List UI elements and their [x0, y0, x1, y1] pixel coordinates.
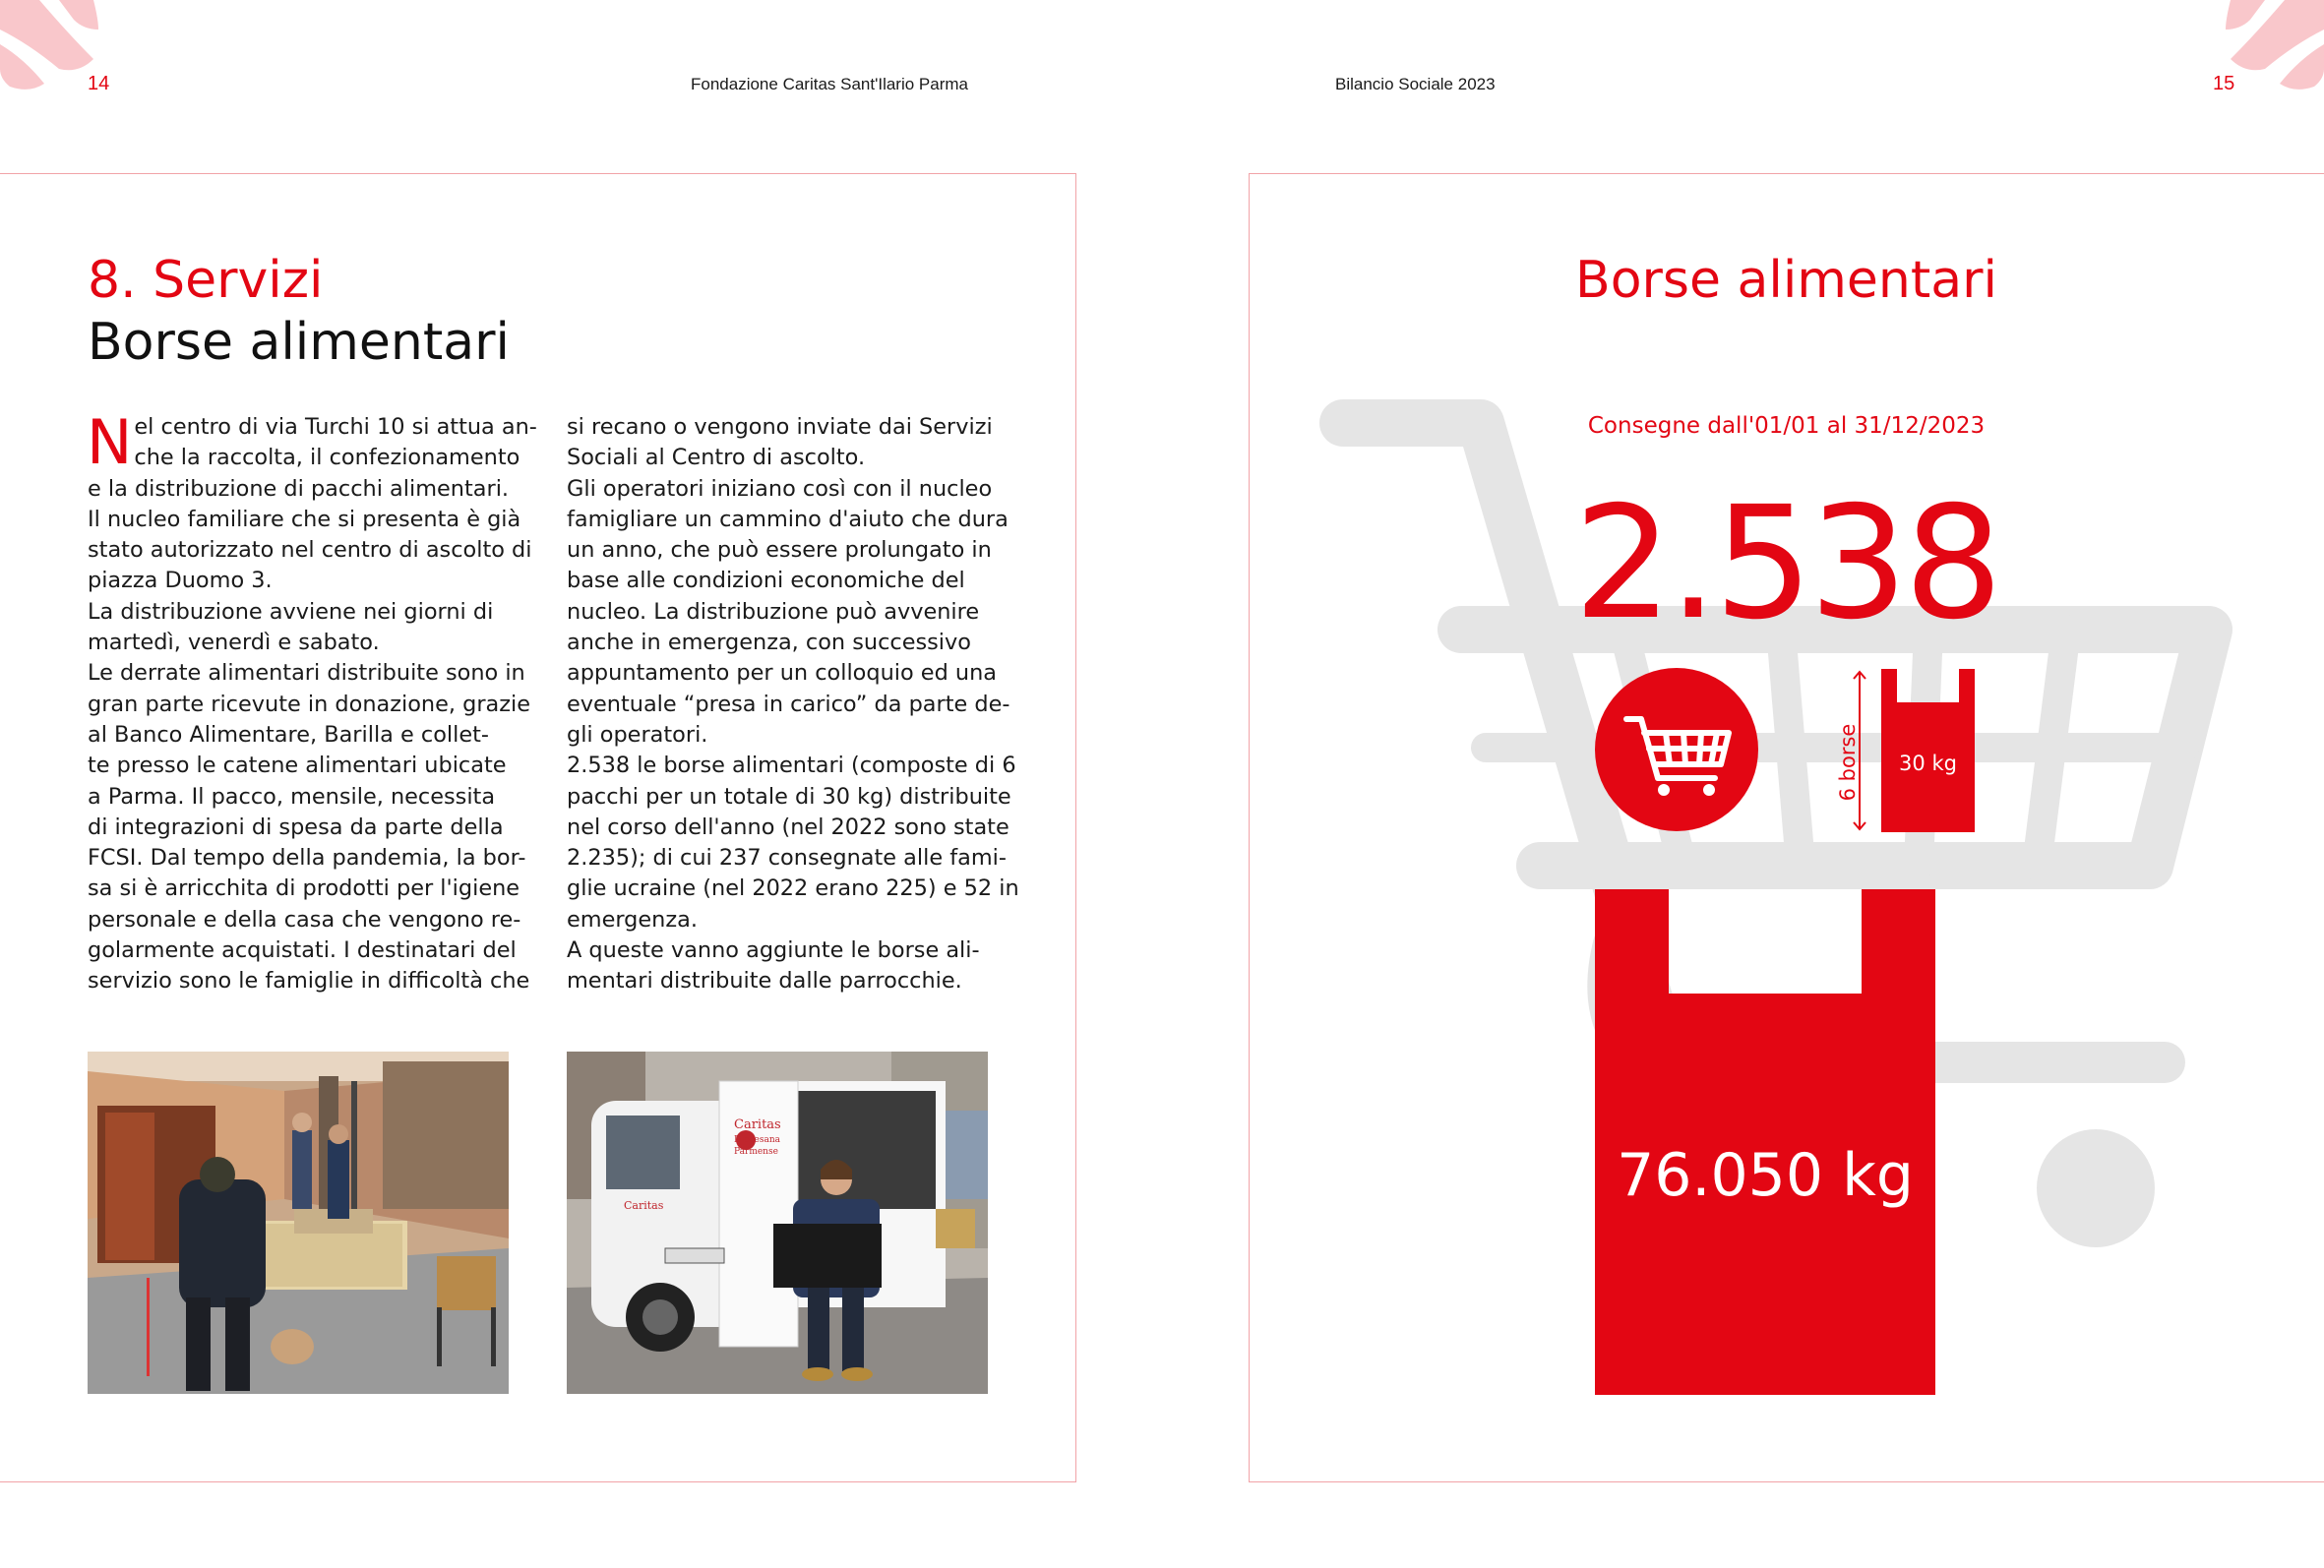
shopping-cart-icon — [1595, 668, 1758, 831]
infographic-title: Borse alimentari — [1575, 251, 1997, 310]
column-1-line: piazza Duomo 3. — [88, 568, 273, 594]
column-1-line: che la raccolta, il confezionamento — [134, 445, 520, 471]
column-2-line: mentari distribuite dalle parrocchie. — [567, 968, 962, 995]
right-page-number: 15 — [2213, 73, 2235, 94]
column-2-line: base alle condizioni economiche del — [567, 568, 965, 594]
column-1-line: sa si è arricchita di prodotti per l'igiene — [88, 875, 520, 902]
column-2-line: Gli operatori iniziano così con il nucleo — [567, 475, 993, 502]
column-2-line: emergenza. — [567, 906, 698, 933]
column-1-line: el centro di via Turchi 10 si attua an- — [134, 414, 537, 440]
column-1-line: Le derrate alimentari distribuite sono in — [88, 660, 525, 687]
body-column-2 — [567, 412, 1019, 997]
column-2-line: famigliare un cammino d'aiuto che dura — [567, 506, 1009, 532]
column-1-line: martedì, venerdì e sabato. — [88, 630, 380, 656]
column-2-line: A queste vanno aggiunte le borse ali- — [567, 937, 980, 964]
small-bag-weight-label: 30 kg — [1899, 752, 1957, 775]
column-1-line: personale e della casa che vengono re- — [88, 906, 521, 933]
column-2-line: pacchi per un totale di 30 kg) distribuite — [567, 783, 1011, 810]
column-1-line: Il nucleo familiare che si presenta è già — [88, 506, 521, 532]
column-1-line: te presso le catene alimentari ubicate — [88, 753, 507, 779]
left-running-title: Fondazione Caritas Sant'Ilario Parma — [691, 75, 968, 93]
total-bags-number: 2.538 — [1573, 473, 1999, 654]
photo-food-distribution-courtyard — [88, 1052, 509, 1394]
column-1-line: servizio sono le famiglie in difficoltà che — [88, 968, 530, 995]
column-2-line: appuntamento per un colloquio ed una — [567, 660, 998, 687]
column-2-line: anche in emergenza, con successivo — [567, 630, 971, 656]
infographic-period: Consegne dall'01/01 al 31/12/2023 — [1587, 413, 1986, 439]
total-weight-label: 76.050 kg — [1617, 1141, 1914, 1210]
column-2-line: Sociali al Centro di ascolto. — [567, 445, 866, 471]
column-1-line: al Banco Alimentare, Barilla e collet- — [88, 721, 489, 748]
column-1-line: gran parte ricevute in donazione, grazie — [88, 691, 530, 717]
left-page-number: 14 — [88, 73, 110, 94]
column-1-line: FCSI. Dal tempo della pandemia, la bor- — [88, 845, 526, 872]
shopping-bag-small-icon — [1881, 669, 1975, 832]
van-logo-line-2: Diocesana — [734, 1135, 781, 1145]
photo-caritas-van-loading — [567, 1052, 988, 1394]
column-2-line: nel corso dell'anno (nel 2022 sono state — [567, 814, 1009, 840]
column-2-line: eventuale “presa in carico” da parte de- — [567, 691, 1010, 717]
column-2-line: glie ucraine (nel 2022 erano 225) e 52 in — [567, 875, 1019, 902]
column-1-line: a Parma. Il pacco, mensile, necessita — [88, 783, 496, 810]
column-1-line: golarmente acquistati. I destinatari del — [88, 937, 517, 964]
column-2-line: gli operatori. — [567, 721, 708, 748]
column-2-line: 2.235); di cui 237 consegnate alle fami- — [567, 845, 1007, 872]
bag-count-label: 6 borse — [1836, 723, 1860, 802]
drop-cap: N — [87, 406, 133, 478]
column-2-line: un anno, che può essere prolungato in — [567, 537, 992, 564]
van-logo-line-1: Caritas — [734, 1117, 781, 1132]
body-column-1 — [87, 406, 537, 997]
column-2-line: 2.538 le borse alimentari (composte di 6 — [567, 753, 1016, 779]
column-1-line: e la distribuzione di pacchi alimentari. — [88, 475, 510, 502]
column-2-line: si recano o vengono inviate dai Servizi — [567, 414, 993, 440]
svg-text:Caritas: Caritas — [624, 1199, 664, 1212]
van-logo-line-3: Parmense — [734, 1147, 778, 1157]
column-1-line: La distribuzione avviene nei giorni di — [88, 598, 494, 625]
section-subtitle: Borse alimentari — [88, 313, 510, 372]
section-title: 8. Servizi — [88, 251, 324, 310]
column-1-line: di integrazioni di spesa da parte della — [88, 814, 504, 840]
right-running-title: Bilancio Sociale 2023 — [1335, 75, 1496, 93]
column-2-line: nucleo. La distribuzione può avvenire — [567, 598, 980, 625]
column-1-line: stato autorizzato nel centro di ascolto di — [88, 537, 532, 564]
